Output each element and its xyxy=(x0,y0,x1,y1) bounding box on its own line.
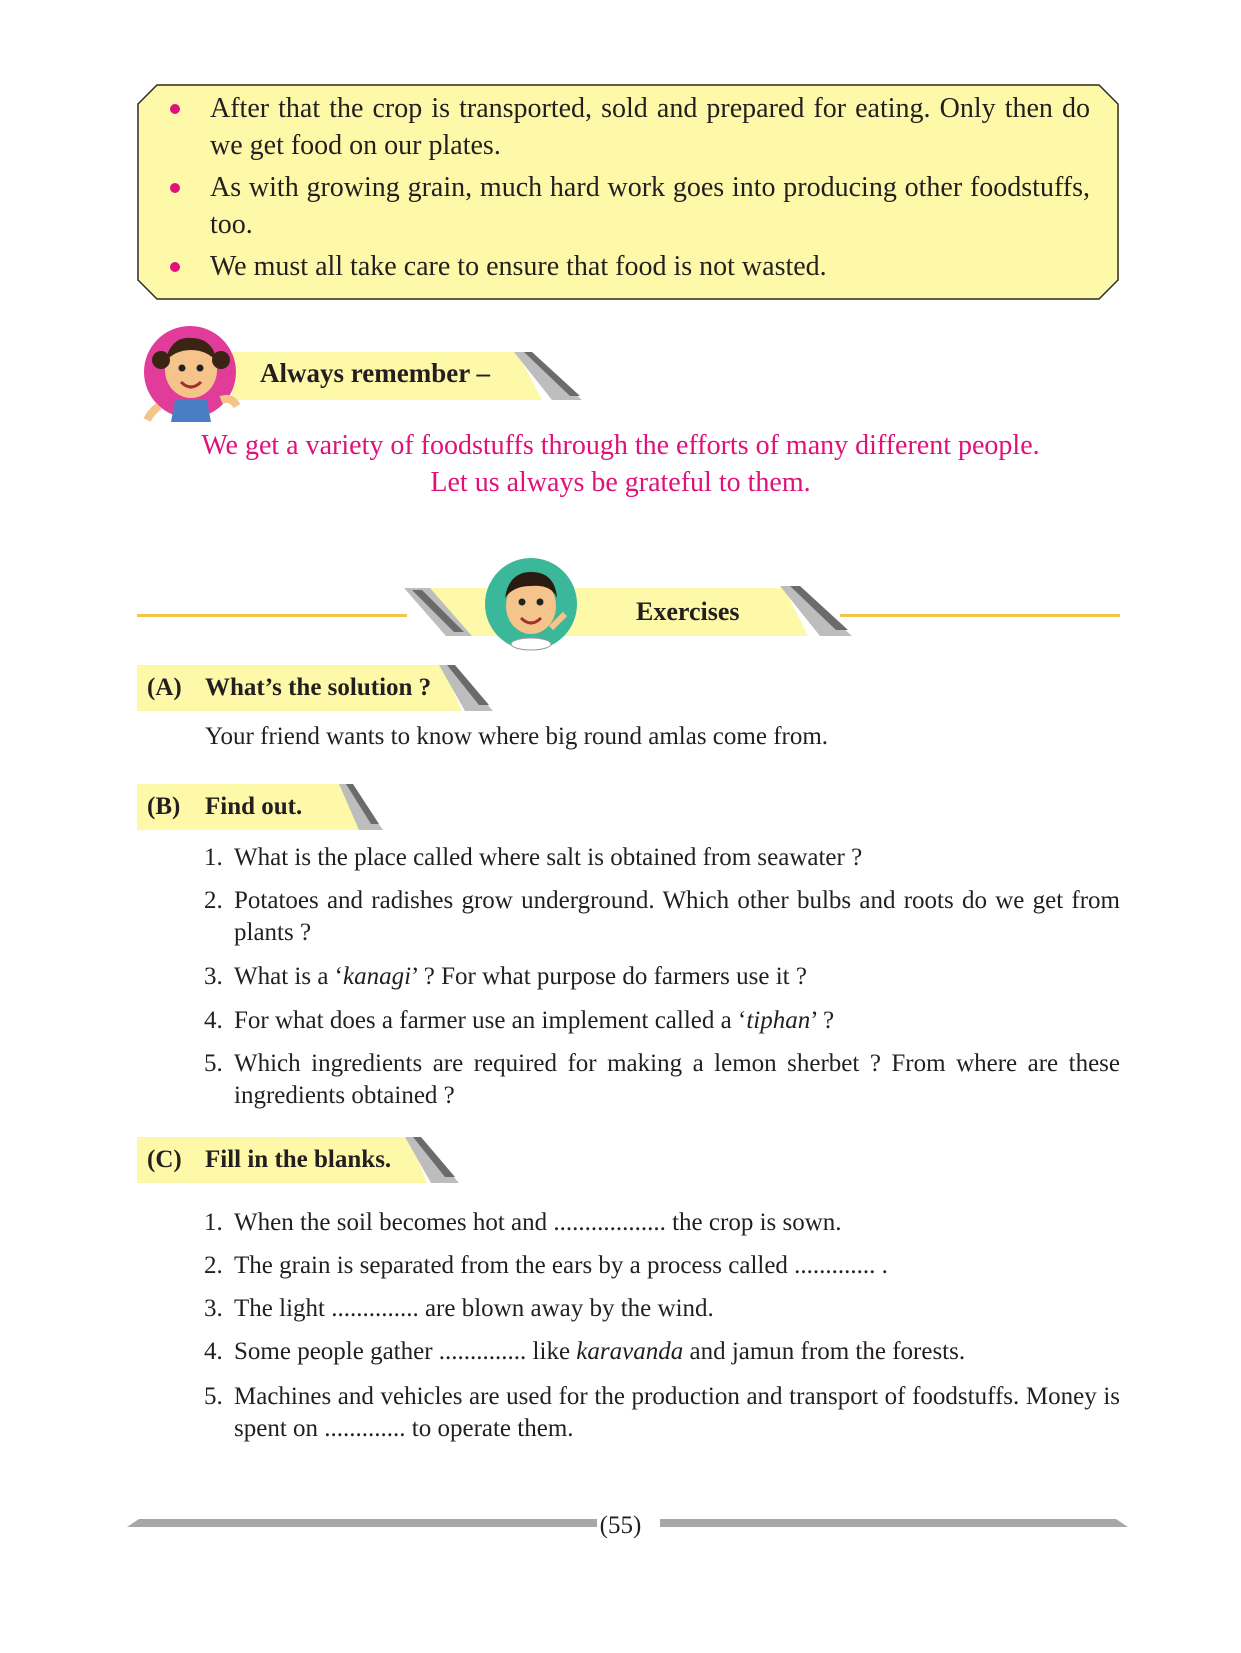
find-out-question-5: Which ingredients are required for making a lemon sherbet ? From where are these ingredients obtained ? xyxy=(234,1050,1120,1109)
question-term: tiphan xyxy=(746,1007,811,1034)
remember-line-2: Let us always be grateful to them. xyxy=(430,467,811,498)
fill-blank-number: 1. xyxy=(204,1209,223,1236)
bullet-dot xyxy=(170,183,180,193)
bullet-dot xyxy=(170,104,180,114)
section-a-text: Your friend wants to know where big round amlas come from. xyxy=(205,723,829,750)
question-text-part: and jamun from the forests. xyxy=(683,1338,966,1365)
remember-line-1: We get a variety of foodstuffs through the efforts of many different people. xyxy=(201,430,1040,461)
fill-blank-number: 4. xyxy=(204,1338,223,1365)
question-term: kanagi xyxy=(342,963,412,990)
find-out-number: 5. xyxy=(204,1050,223,1077)
fill-blank-number: 2. xyxy=(204,1252,223,1279)
fill-blank-question-3: The light .............. are blown away by the wind. xyxy=(234,1295,714,1322)
exercises-banner xyxy=(404,586,854,638)
question-text-part: ’ ? xyxy=(810,1007,835,1034)
section-a-letter: (A) xyxy=(147,674,182,701)
summary-bullet-3: We must all take care to ensure that food is not wasted. xyxy=(210,251,827,282)
find-out-question-4 xyxy=(234,1005,1120,1037)
section-b-letter: (B) xyxy=(147,793,181,820)
fill-blank-question-5: Machines and vehicles are used for the production and transport of foodstuffs. Money is spent on ............. to operate them. xyxy=(234,1383,1120,1442)
summary-bullet-1: After that the crop is transported, sold and prepared for eating. Only then do we get food on our plates. xyxy=(210,93,1090,161)
section-c-title: Fill in the blanks. xyxy=(205,1146,392,1173)
find-out-question-3 xyxy=(234,961,1120,993)
fill-blank-question-1: When the soil becomes hot and .................. the crop is sown. xyxy=(234,1209,842,1236)
divider-line-right xyxy=(840,614,1120,617)
bullet-dot xyxy=(170,262,180,272)
exercises-title: Exercises xyxy=(636,597,740,626)
remember-title: Always remember – xyxy=(260,358,490,388)
find-out-number: 1. xyxy=(204,844,223,871)
section-c-letter: (C) xyxy=(147,1146,182,1173)
question-text-part: What is a ‘ xyxy=(234,963,343,990)
section-b-title: Find out. xyxy=(205,793,303,820)
find-out-number: 4. xyxy=(204,1007,223,1034)
boy-avatar-icon xyxy=(481,558,581,652)
fill-blank-question-4 xyxy=(234,1336,1120,1368)
summary-bullet-2: As with growing grain, much hard work goes into producing other foodstuffs, too. xyxy=(210,172,1090,240)
fill-blank-number: 5. xyxy=(204,1383,223,1410)
page-number: (55) xyxy=(599,1512,642,1539)
question-text-part: Some people gather .............. like xyxy=(234,1338,577,1365)
section-a-title: What’s the solution ? xyxy=(205,674,432,701)
fill-blank-number: 3. xyxy=(204,1295,223,1322)
question-term: karavanda xyxy=(576,1338,684,1365)
divider-line-left xyxy=(137,614,407,617)
question-text-part: For what does a farmer use an implement called a ‘ xyxy=(234,1007,747,1034)
find-out-question-1: What is the place called where salt is obtained from seawater ? xyxy=(234,844,863,871)
girl-avatar-icon xyxy=(141,326,241,426)
question-text-part: ’ ? For what purpose do farmers use it ? xyxy=(411,963,807,990)
fill-blank-question-2: The grain is separated from the ears by a process called ............. . xyxy=(234,1252,888,1279)
find-out-number: 3. xyxy=(204,963,223,990)
find-out-question-2: Potatoes and radishes grow underground. Which other bulbs and roots do we get from plants ? xyxy=(234,887,1120,946)
find-out-number: 2. xyxy=(204,887,223,914)
